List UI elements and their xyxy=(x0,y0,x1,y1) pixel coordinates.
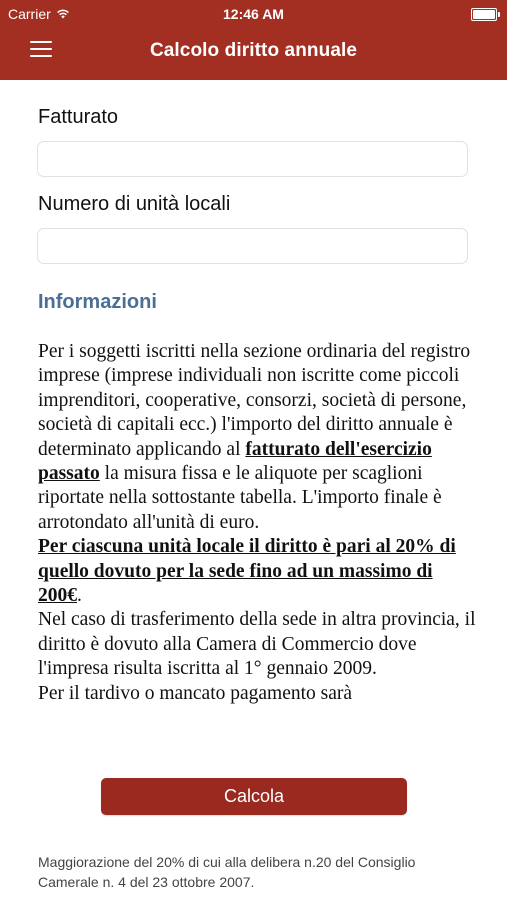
page-title: Calcolo diritto annuale xyxy=(149,40,358,61)
info-paragraph xyxy=(38,535,478,608)
status-bar xyxy=(0,0,507,28)
info-emphasis: fatturato dell'esercizio passato xyxy=(38,438,432,485)
status-time: 12:46 AM xyxy=(223,6,284,22)
fatturato-label: Fatturato xyxy=(38,106,119,128)
info-text-segment: . xyxy=(77,585,82,607)
carrier-label: Carrier xyxy=(8,6,51,22)
info-paragraph xyxy=(38,340,478,535)
info-section-title: Informazioni xyxy=(38,291,157,313)
unita-locali-input[interactable] xyxy=(37,228,468,264)
info-emphasis: Per ciascuna unità locale il diritto è pari al 20% di quello dovuto per la sede fino ad un massimo di 200€ xyxy=(38,536,456,607)
battery-icon xyxy=(471,8,497,21)
calcola-button[interactable]: Calcola xyxy=(101,778,407,815)
footer-note: Maggiorazione del 20% di cui alla delibera n.20 del Consiglio Camerale n. 4 del 23 ottobre 2007. xyxy=(38,854,416,890)
info-text-segment: Per i soggetti iscritti nella sezione ordinaria del registro imprese (imprese individuali non iscritte come piccoli imprenditori, cooperative, consorzi, società di persone, società di capitali ecc.) l'importo del diritto annuale è determinato applicando al xyxy=(38,341,471,460)
info-paragraph: Per il tardivo o mancato pagamento sarà xyxy=(38,682,353,704)
navigation-bar xyxy=(0,0,507,80)
info-paragraph: Nel caso di trasferimento della sede in altra provincia, il diritto è dovuto alla Camera di Commercio dove l'impresa risulta iscritta al 1° gennaio 2009. xyxy=(38,609,476,680)
fatturato-input[interactable] xyxy=(37,141,468,177)
info-text[interactable] xyxy=(38,340,478,758)
info-text-segment: la misura fissa e le aliquote per scaglioni riportate nella sottostante tabella. L'importo finale è arrotondato all'unità di euro. xyxy=(38,463,442,533)
unita-locali-label: Numero di unità locali xyxy=(38,193,231,215)
